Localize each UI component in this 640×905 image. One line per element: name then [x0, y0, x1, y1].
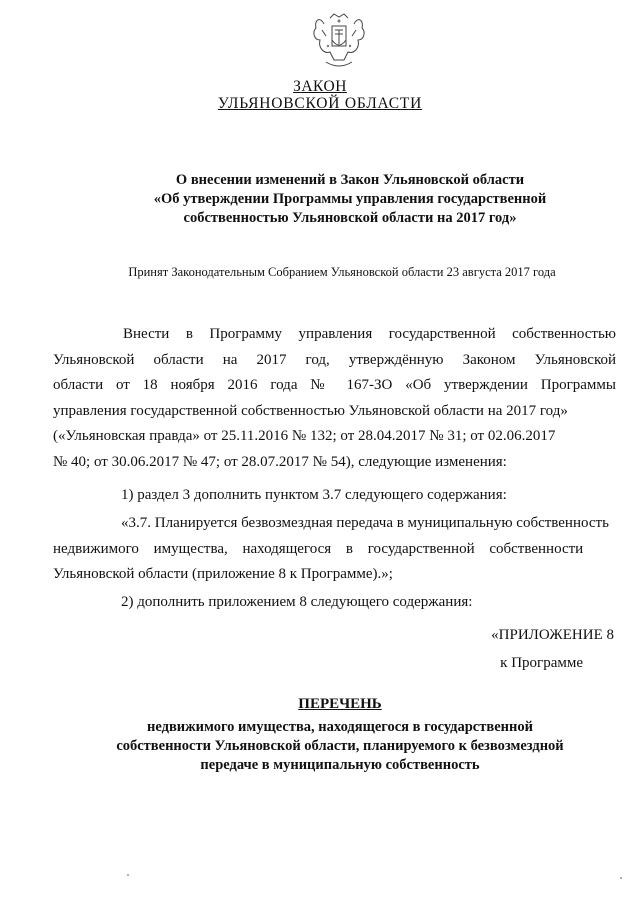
list-heading [60, 695, 620, 775]
main-paragraph [53, 322, 616, 475]
list-subtitle-line: собственности Ульяновской области, планируемого к безвозмездной [116, 738, 564, 754]
law-title [70, 171, 630, 228]
law-title-line: собственностью Ульяновской области на 2017 год» [183, 210, 517, 226]
list-subtitle-line: передаче в муниципальную собственность [200, 757, 480, 773]
paragraph-line: («Ульяновская правда» от 25.11.2016 № 132; от 28.04.2017 № 31; от 02.06.2017 [53, 428, 556, 444]
adoption-note: Принят Законодательным Собранием Ульяновской области 23 августа 2017 года [128, 265, 556, 279]
amendment-item-2: 2) дополнить приложением 8 следующего содержания: [121, 594, 473, 610]
law-heading: ЗАКОН [293, 78, 347, 95]
scan-speck [127, 874, 129, 876]
paragraph-line: № 40; от 30.06.2017 № 47; от 28.07.2017 № 54), следующие изменения: [53, 453, 507, 470]
quoted-clause [53, 511, 616, 588]
region-heading: УЛЬЯНОВСКОЙ ОБЛАСТИ [217, 95, 423, 112]
appendix-reference: к Программе [500, 655, 583, 671]
paragraph-line: области от 18 ноября 2016 года № 167-ЗО «Об утверждении Программы [53, 377, 616, 393]
list-title: ПЕРЕЧЕНЬ [298, 696, 382, 712]
law-title-line: «Об утверждении Программы управления государственной [153, 191, 547, 207]
coat-of-arms-emblem [310, 10, 368, 72]
quote-line: Ульяновской области (приложение 8 к Программе).»; [53, 566, 393, 582]
list-subtitle-line: недвижимого имущества, находящегося в государственной [147, 719, 533, 735]
quote-line: недвижимого имущества, находящегося в государственной собственности [53, 540, 584, 557]
appendix-label: «ПРИЛОЖЕНИЕ 8 [491, 627, 614, 643]
scan-speck [620, 877, 622, 879]
quote-line: «3.7. Планируется безвозмездная передача в муниципальную собственность [121, 515, 609, 531]
amendment-item-1: 1) раздел 3 дополнить пунктом 3.7 следующего содержания: [121, 487, 507, 503]
paragraph-line: Внести в Программу управления государственной собственностью [123, 326, 616, 342]
paragraph-line: Ульяновской области на 2017 год, утверждённую Законом Ульяновской [53, 351, 616, 368]
law-title-line: О внесении изменений в Закон Ульяновской области [175, 172, 525, 188]
paragraph-line: управления государственной собственностью Ульяновской области на 2017 год» [53, 402, 568, 419]
